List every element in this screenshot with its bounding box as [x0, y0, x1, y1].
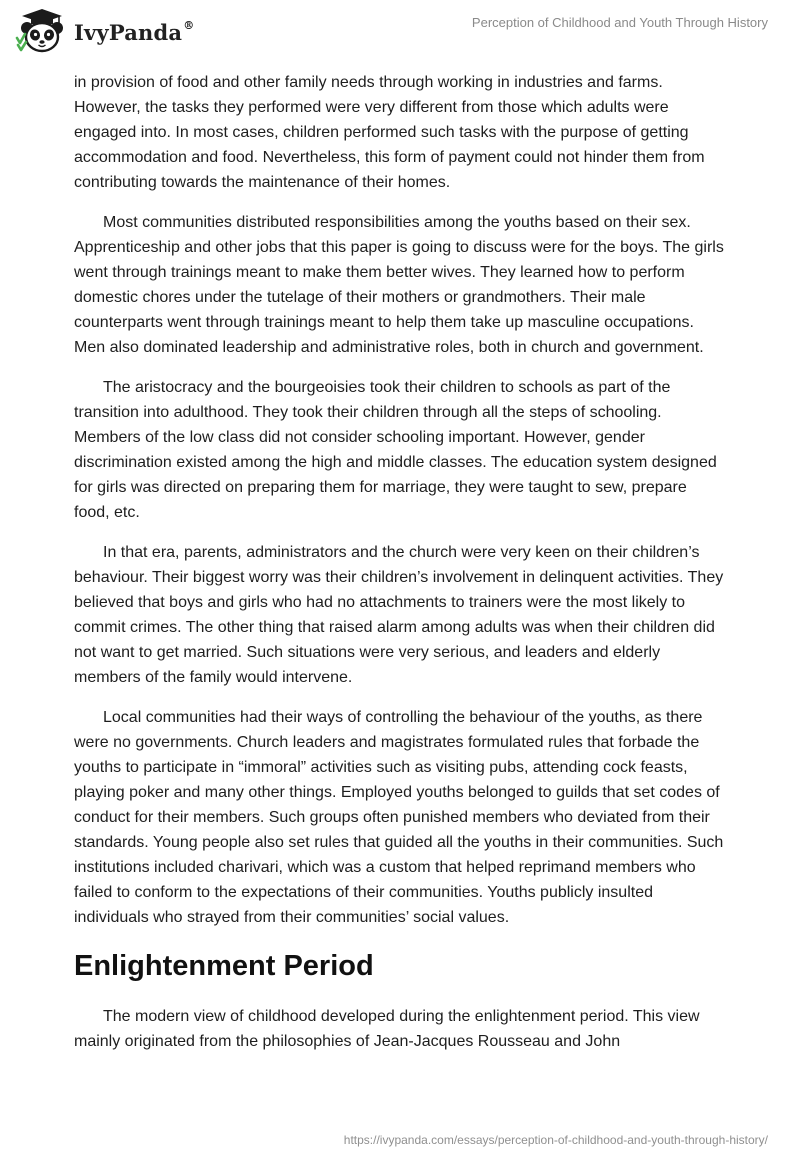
logo-wordmark: IvyPanda®: [74, 18, 195, 45]
essay-body: [74, 70, 726, 1069]
panda-graduate-icon: [14, 7, 70, 55]
section-heading: Enlightenment Period: [74, 950, 374, 982]
paragraph: In that era, parents, administrators and the church were very keen on their children’s behaviour. Their biggest worry was their children’s involvement in delinquent activities. They believed that boys and girls who had no attachments to trainers were the most likely to commit crimes. The other thing that raised alarm among adults was when their children did not want to get married. Such situations were very serious, and leaders and elderly members of the family would intervene.: [74, 544, 724, 686]
ivypanda-logo[interactable]: [14, 6, 194, 56]
page-header: [0, 0, 800, 60]
registered-mark: ®: [183, 18, 195, 32]
paragraph: Most communities distributed responsibilities among the youths based on their sex. Apprenticeship and other jobs that this paper is going to discuss were for the boys. The girls went through trainings meant to make them better wives. They learned how to perform domestic chores under the tutelage of their mothers or grandmothers. Their male counterparts went through trainings meant to help them take up masculine occupations. Men also dominated leadership and administrative roles, both in church and government.: [74, 214, 724, 356]
paragraph: The aristocracy and the bourgeoisies took their children to schools as part of the transition into adulthood. They took their children through all the steps of schooling. Members of the low class did not consider schooling important. However, gender discrimination existed among the high and middle classes. The education system designed for girls was directed on preparing them for marriage, they were taught to sew, prepare food, etc.: [74, 379, 717, 521]
source-url[interactable]: https://ivypanda.com/essays/perception-of-childhood-and-youth-through-history/: [343, 1133, 768, 1147]
paragraph: in provision of food and other family needs through working in industries and farms. However, the tasks they performed were very different from those which adults were engaged into. In most cases, children performed such tasks with the purpose of getting accommodation and food. Nevertheless, this form of payment could not hinder them from contributing towards the maintenance of their homes.: [74, 74, 705, 191]
paragraph: The modern view of childhood developed during the enlightenment period. This view mainly originated from the philosophies of Jean-Jacques Rousseau and John: [74, 1008, 700, 1050]
document-title: Perception of Childhood and Youth Through History: [471, 15, 768, 30]
paragraph: Local communities had their ways of controlling the behaviour of the youths, as there were no governments. Church leaders and magistrates formulated rules that forbade the youths to participate in “immoral” activities such as visiting pubs, attending cock feasts, playing poker and many other things. Employed youths belonged to guilds that set codes of conduct for their members. Such groups often punished members who deviated from their standards. Young people also set rules that guided all the youths in their communities. Such institutions included charivari, which was a custom that helped reprimand members who failed to conform to the expectations of their communities. Youths publicly insulted individuals who strayed from their communities’ social values.: [74, 709, 724, 926]
